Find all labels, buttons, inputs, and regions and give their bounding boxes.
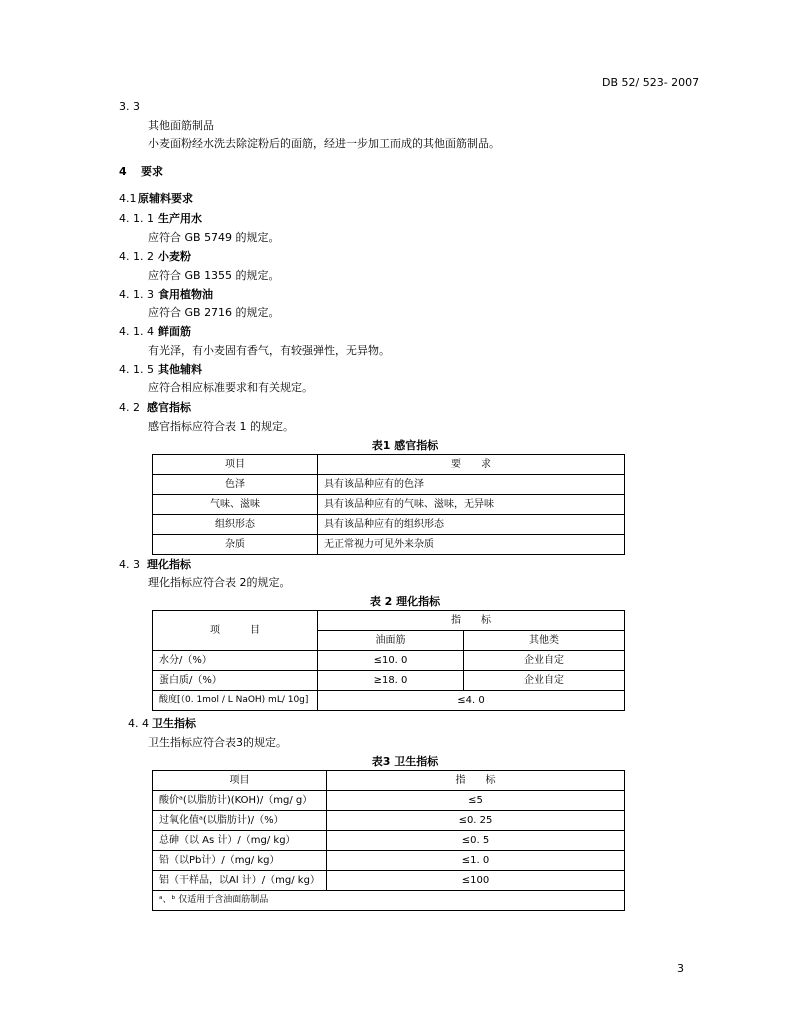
paragraph: 应符合 GB 5749 的规定。 <box>148 231 280 244</box>
table-cell: 酸度[（0. 1mol / L NaOH) mL/ 10g] <box>153 691 318 711</box>
table-cell: 过氧化值ᵃ(以脂肪计)/（%） <box>153 811 327 831</box>
table-header: 项 目 <box>153 611 318 651</box>
page-number: 3 <box>677 962 684 975</box>
table-cell: 铝（干样品，以Al 计）/（mg/ kg） <box>153 871 327 891</box>
table-cell: 具有该品种应有的组织形态 <box>318 515 625 535</box>
section-title: 其他辅料 <box>158 363 202 376</box>
section-title: 原辅料要求 <box>138 192 193 205</box>
section-number: 3. 3 <box>119 100 140 113</box>
term-definition: 小麦面粉经水洗去除淀粉后的面筋，经进一步加工而成的其他面筋制品。 <box>148 137 500 150</box>
table-row <box>153 535 625 555</box>
table-cell: 企业自定 <box>464 671 625 691</box>
table-footnote: ᵃ、ᵇ 仅适用于含油面筋制品 <box>153 891 625 911</box>
section-number: 4. 3 <box>119 558 140 571</box>
table-cell: 蛋白质/（%） <box>153 671 318 691</box>
physicochemical-table <box>152 610 625 711</box>
section-title: 小麦粉 <box>158 250 191 263</box>
paragraph: 有光泽，有小麦固有香气，有较强弹性，无异物。 <box>148 344 390 357</box>
section-title: 要求 <box>141 165 163 178</box>
section-title: 感官指标 <box>147 401 191 414</box>
table-caption: 表3 卫生指标 <box>371 755 439 768</box>
paragraph: 应符合 GB 1355 的规定。 <box>148 269 280 282</box>
table-cell: 酸价ᵃ(以脂肪计)(KOH)/（mg/ g） <box>153 791 327 811</box>
table-cell: ≤100 <box>326 871 624 891</box>
table-row <box>153 791 625 811</box>
hygiene-table <box>152 770 625 911</box>
section-title: 卫生指标 <box>152 717 196 730</box>
section-number: 4. 1. 4 <box>119 325 154 338</box>
table-row <box>153 651 625 671</box>
table-cell: 总砷（以 As 计）/（mg/ kg） <box>153 831 327 851</box>
table-header: 项目 <box>153 455 318 475</box>
table-row <box>153 475 625 495</box>
table-cell: ≤4. 0 <box>318 691 625 711</box>
section-title: 食用植物油 <box>158 288 213 301</box>
table-header: 项目 <box>153 771 327 791</box>
table-cell: ≤10. 0 <box>318 651 464 671</box>
table-cell: 铅（以Pb计）/（mg/ kg） <box>153 851 327 871</box>
document-code: DB 52/ 523- 2007 <box>602 76 700 89</box>
table-cell: 具有该品种应有的气味、滋味，无异味 <box>318 495 625 515</box>
table-subheader: 油面筋 <box>318 631 464 651</box>
table-header: 指 标 <box>326 771 624 791</box>
table-header: 指 标 <box>318 611 625 631</box>
table-row <box>153 495 625 515</box>
table-cell: 无正常视力可见外来杂质 <box>318 535 625 555</box>
section-title: 理化指标 <box>147 558 191 571</box>
table-row <box>153 811 625 831</box>
paragraph: 理化指标应符合表 2的规定。 <box>148 576 291 589</box>
paragraph: 应符合 GB 2716 的规定。 <box>148 306 280 319</box>
paragraph: 应符合相应标准要求和有关规定。 <box>148 381 313 394</box>
table-cell: ≤0. 25 <box>326 811 624 831</box>
table-row <box>153 871 625 891</box>
section-number: 4. 1. 3 <box>119 288 154 301</box>
table-cell: 组织形态 <box>153 515 318 535</box>
table-row <box>153 671 625 691</box>
table-row <box>153 691 625 711</box>
paragraph: 感官指标应符合表 1 的规定。 <box>148 420 294 433</box>
section-number: 4 <box>119 165 127 178</box>
table-caption: 表1 感官指标 <box>371 439 439 452</box>
table-header: 要 求 <box>318 455 625 475</box>
paragraph: 卫生指标应符合表3的规定。 <box>148 736 287 749</box>
table-cell: 水分/（%） <box>153 651 318 671</box>
sensory-table <box>152 454 625 555</box>
table-cell: 企业自定 <box>464 651 625 671</box>
section-title: 生产用水 <box>158 212 202 225</box>
table-cell: ≤0. 5 <box>326 831 624 851</box>
section-number: 4. 4 <box>128 717 149 730</box>
table-caption: 表 2 理化指标 <box>369 595 441 608</box>
section-number: 4. 2 <box>119 401 140 414</box>
table-cell: 杂质 <box>153 535 318 555</box>
table-cell: ≥18. 0 <box>318 671 464 691</box>
table-cell: 具有该品种应有的色泽 <box>318 475 625 495</box>
table-cell: 色泽 <box>153 475 318 495</box>
table-row <box>153 515 625 535</box>
section-number: 4. 1. 5 <box>119 363 154 376</box>
table-row <box>153 831 625 851</box>
table-row <box>153 851 625 871</box>
section-number: 4. 1. 2 <box>119 250 154 263</box>
table-note-row <box>153 891 625 911</box>
section-number: 4. 1. 1 <box>119 212 154 225</box>
table-cell: ≤1. 0 <box>326 851 624 871</box>
table-cell: 气味、滋味 <box>153 495 318 515</box>
table-cell: ≤5 <box>326 791 624 811</box>
term-title: 其他面筋制品 <box>148 119 214 132</box>
section-number: 4.1 <box>119 192 137 205</box>
section-title: 鲜面筋 <box>158 325 191 338</box>
table-subheader: 其他类 <box>464 631 625 651</box>
